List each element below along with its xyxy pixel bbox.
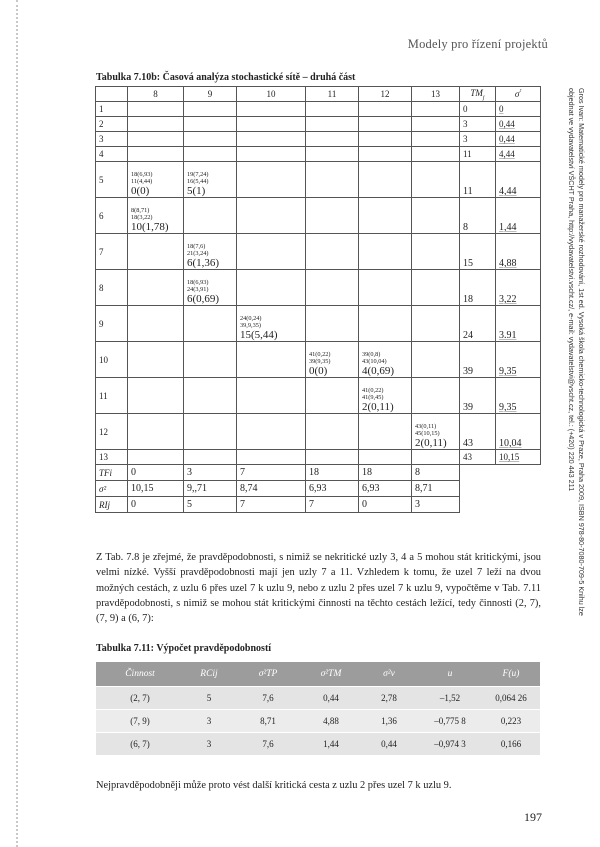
table-cell (184, 270, 237, 306)
footer-row (96, 481, 541, 497)
sigma-value: 0,44 (496, 132, 541, 147)
footer-empty (496, 497, 541, 513)
cell-value: 2(0,11) (415, 437, 447, 449)
table-cell (184, 342, 237, 378)
table-cell (359, 147, 412, 162)
header-col-13: 13 (412, 87, 460, 102)
sigma-value: 4,44 (496, 147, 541, 162)
table2-cell: –1,52 (418, 687, 482, 710)
cell-upper: 24(0,24) (240, 315, 262, 322)
tm-value: 39 (460, 378, 496, 414)
row-label: 12 (96, 414, 128, 450)
table-cell (237, 234, 306, 270)
table-cell (412, 102, 460, 117)
table-cell (128, 414, 184, 450)
table2-cell: 4,88 (302, 710, 360, 733)
footer-value: 8,71 (412, 481, 460, 497)
table2-cell: (2, 7) (96, 687, 184, 710)
table-cell (237, 270, 306, 306)
table-cell (237, 414, 306, 450)
header-col-12: 12 (359, 87, 412, 102)
cell-upper: 8(8,71) (131, 207, 150, 214)
table2-cell: 0,064 26 (482, 687, 540, 710)
footer-value: 7 (237, 465, 306, 481)
header-sigma: $\sigma^{^2}$ (496, 87, 541, 102)
table2-header-cell: σ²v (360, 662, 418, 687)
cell-upper: 19(7,24) (187, 171, 209, 178)
table-cell (237, 132, 306, 147)
row-label: 7 (96, 234, 128, 270)
table-row (96, 378, 541, 414)
table-cell (359, 234, 412, 270)
table-cell (184, 102, 237, 117)
table-cell (359, 342, 412, 378)
table2-header-cell: σ²TP (234, 662, 302, 687)
table-cell (306, 117, 359, 132)
tm-value: 3 (460, 132, 496, 147)
footer-empty (496, 481, 541, 497)
table-cell (412, 270, 460, 306)
table-cell (237, 147, 306, 162)
table-row (96, 234, 541, 270)
running-header: Modely pro řízení projektů (407, 37, 548, 51)
cell-middle: 11(4,44) (131, 178, 153, 185)
table-cell (412, 306, 460, 342)
cell-middle: 18(3,22) (131, 214, 153, 221)
table-cell (359, 102, 412, 117)
table-cell (306, 450, 359, 465)
footer-value: 3 (412, 497, 460, 513)
table-cell (412, 414, 460, 450)
row-label: 5 (96, 162, 128, 198)
table-cell (237, 450, 306, 465)
cell-value: 4(0,69) (362, 365, 395, 377)
time-analysis-table (95, 86, 541, 513)
table-cell (412, 450, 460, 465)
cell-upper: 18(7,6) (187, 243, 206, 250)
table-cell (184, 378, 237, 414)
footer-value: 3 (184, 465, 237, 481)
table-cell (412, 342, 460, 378)
tm-value: 39 (460, 342, 496, 378)
table-row (96, 414, 541, 450)
cell-value: 2(0,11) (362, 401, 394, 413)
cell-middle: 39,9,35) (240, 322, 261, 329)
sigma-value: 9,35 (496, 378, 541, 414)
table-row (96, 162, 541, 198)
sigma-value: 10,15 (496, 450, 541, 465)
table-cell (306, 270, 359, 306)
row-label: 6 (96, 198, 128, 234)
table2-cell: 0,44 (360, 733, 418, 756)
body-paragraph: Z Tab. 7.8 je zřejmé, že pravděpodobnosti, s nimiž se nekritické uzly 3, 4 a 5 mohou stát kritickými, jsou velmi nízké. Vyšší pravděpodobnosti mají jen uzly 7 a 11. Vzhledem k tomu, že uzel 7 leží na dvou možných cestách, z uzlu 6 přes uzel 7 k uzlu 9, nebo z uzlu 2 přes uzel 7 k uzlu 9, vypočtěme v Tab. 7.11 pravděpodobnosti, s nimiž se mohou stát kritickými činnosti na těchto cestách ležící, tedy činnosti (2, 7), (7, 9) a (6, 7): (96, 552, 541, 625)
header-tm: $TM_j$ (460, 87, 496, 102)
table1-caption: Tabulka 7.10b: Časová analýza stochastické sítě – druhá část (96, 72, 356, 83)
cell-upper: 43(0,11) (415, 423, 437, 430)
cell-middle: 43(10,04) (362, 358, 387, 365)
row-label: 9 (96, 306, 128, 342)
sigma-value: 0,44 (496, 117, 541, 132)
cell-middle: 39(9,35) (309, 358, 331, 365)
table2-header-cell: Činnost (96, 662, 184, 687)
sigma-value: 3.91 (496, 306, 541, 342)
table2-cell: 1,36 (360, 710, 418, 733)
table-row (96, 132, 541, 147)
footer-value: 10,15 (128, 481, 184, 497)
table-cell (306, 162, 359, 198)
cell-middle: 16(5,44) (187, 178, 209, 185)
sigma-value: 9,35 (496, 342, 541, 378)
table2-cell: –0,974 3 (418, 733, 482, 756)
table-cell (237, 198, 306, 234)
table2-cell: 8,71 (234, 710, 302, 733)
row-label: 10 (96, 342, 128, 378)
cell-value: 10(1,78) (131, 221, 169, 233)
table-cell (237, 162, 306, 198)
footer-value: 18 (359, 465, 412, 481)
table-cell (184, 450, 237, 465)
footer-empty (460, 481, 496, 497)
footer-label: TFi (96, 465, 128, 481)
tm-value: 3 (460, 117, 496, 132)
footer-value: 7 (306, 497, 359, 513)
cell-value: 6(1,36) (187, 257, 220, 269)
page-number: 197 (524, 810, 542, 824)
cell-value: 15(5,44) (240, 329, 278, 341)
footer-value: 8,74 (237, 481, 306, 497)
table2-cell: 0,166 (482, 733, 540, 756)
sigma-value: 4,88 (496, 234, 541, 270)
row-label: 3 (96, 132, 128, 147)
cell-middle: 24(3,91) (187, 286, 209, 293)
table-cell (412, 162, 460, 198)
footer-value: 7 (237, 497, 306, 513)
table-cell (306, 102, 359, 117)
margin-dotted-line (16, 0, 18, 847)
cell-value: 6(0,69) (187, 293, 220, 305)
footer-value: 0 (128, 497, 184, 513)
table-cell (184, 162, 237, 198)
table-cell (128, 342, 184, 378)
row-label: 4 (96, 147, 128, 162)
footer-value: 0 (128, 465, 184, 481)
table-cell (306, 414, 359, 450)
sigma-value: 3,22 (496, 270, 541, 306)
cell-value: 0(0) (309, 365, 328, 377)
table-cell (128, 147, 184, 162)
table-cell (128, 378, 184, 414)
header-col-10: 10 (237, 87, 306, 102)
conclusion-text: Nejpravděpodobněji může proto vést další kritická cesta z uzlu 2 přes uzel 7 k uzlu 9. (96, 780, 452, 791)
table-cell (184, 147, 237, 162)
table-cell (237, 378, 306, 414)
footer-empty (460, 497, 496, 513)
table-cell (128, 162, 184, 198)
tm-value: 43 (460, 414, 496, 450)
table2-row (96, 687, 540, 710)
table-cell (128, 102, 184, 117)
footer-value: 6,93 (359, 481, 412, 497)
table-cell (412, 198, 460, 234)
table2-cell: 7,6 (234, 687, 302, 710)
table2-cell: –0,775 8 (418, 710, 482, 733)
table2-header-cell: σ²TM (302, 662, 360, 687)
sigma-value: 10,04 (496, 414, 541, 450)
cell-upper: 41(0,22) (309, 351, 331, 358)
tm-value: 8 (460, 198, 496, 234)
table-cell (237, 102, 306, 117)
header-corner (96, 87, 128, 102)
cell-middle: 41(9,45) (362, 394, 384, 401)
table-cell (306, 198, 359, 234)
table-cell (412, 117, 460, 132)
table-cell (359, 132, 412, 147)
footer-label: RIj (96, 497, 128, 513)
tm-value: 0 (460, 102, 496, 117)
cell-value: 5(1) (187, 185, 206, 197)
cell-upper: 39(0,8) (362, 351, 381, 358)
tm-value: 24 (460, 306, 496, 342)
probability-table (96, 662, 540, 756)
row-label: 1 (96, 102, 128, 117)
table-cell (412, 234, 460, 270)
side-copyright-note: Gros Ivan: Matematické modely pro manažerské rozhodování, 1st ed. Vysoká škola chemicko-technologická v Praze, Praha 2009, ISBN 978-80-7080-709-5 Knihu lze objednat ve vydavatelství VŠCHT Praha, http://vydavatelstvi.vscht.cz/, e-mail: vydavatelstvi@vscht.cz, tel.: (+420) 220 443 211 (567, 88, 586, 616)
table-row (96, 450, 541, 465)
table-cell (412, 132, 460, 147)
table-row (96, 102, 541, 117)
table-cell (237, 342, 306, 378)
footer-value: 18 (306, 465, 359, 481)
row-label: 13 (96, 450, 128, 465)
table-row (96, 198, 541, 234)
table2-row (96, 733, 540, 756)
row-label: 2 (96, 117, 128, 132)
table2-cell: 3 (184, 733, 234, 756)
sigma-value: 0 (496, 102, 541, 117)
footer-label: σ² (96, 481, 128, 497)
table2-cell: 2,78 (360, 687, 418, 710)
footer-empty (460, 465, 496, 481)
table-cell (306, 306, 359, 342)
table-cell (359, 414, 412, 450)
table-row (96, 147, 541, 162)
table-cell (184, 132, 237, 147)
table2-cell: (6, 7) (96, 733, 184, 756)
table1-header-row (96, 87, 541, 102)
table-cell (184, 414, 237, 450)
cell-upper: 18(6,93) (131, 171, 153, 178)
table2-caption: Tabulka 7.11: Výpočet pravděpodobností (96, 643, 272, 654)
table-cell (128, 234, 184, 270)
table-cell (128, 270, 184, 306)
table-cell (359, 450, 412, 465)
table2-cell: 0,223 (482, 710, 540, 733)
footer-row (96, 497, 541, 513)
table-cell (359, 306, 412, 342)
table2-cell: (7, 9) (96, 710, 184, 733)
table-row (96, 270, 541, 306)
table-cell (184, 198, 237, 234)
tm-value: 11 (460, 147, 496, 162)
table-cell (306, 132, 359, 147)
tm-value: 43 (460, 450, 496, 465)
footer-value: 9,,71 (184, 481, 237, 497)
sigma-value: 1,44 (496, 198, 541, 234)
footer-empty (496, 465, 541, 481)
footer-value: 8 (412, 465, 460, 481)
table-cell (359, 378, 412, 414)
table2-cell: 7,6 (234, 733, 302, 756)
table-cell (359, 117, 412, 132)
cell-upper: 18(6,93) (187, 279, 209, 286)
header-col-11: 11 (306, 87, 359, 102)
row-label: 8 (96, 270, 128, 306)
tm-value: 18 (460, 270, 496, 306)
table-cell (306, 342, 359, 378)
table-cell (128, 117, 184, 132)
table2-row (96, 710, 540, 733)
header-col-8: 8 (128, 87, 184, 102)
table-cell (128, 198, 184, 234)
footer-value: 5 (184, 497, 237, 513)
footer-value: 0 (359, 497, 412, 513)
table-cell (128, 132, 184, 147)
table-row (96, 306, 541, 342)
cell-middle: 45(10,15) (415, 430, 440, 437)
row-label: 11 (96, 378, 128, 414)
table-cell (306, 147, 359, 162)
table-cell (128, 450, 184, 465)
table2-cell: 3 (184, 710, 234, 733)
tm-value: 11 (460, 162, 496, 198)
sigma-value: 4,44 (496, 162, 541, 198)
cell-upper: 41(0,22) (362, 387, 384, 394)
table2-header-cell: RCij (184, 662, 234, 687)
footer-value: 6,93 (306, 481, 359, 497)
table-cell (412, 147, 460, 162)
table-cell (184, 306, 237, 342)
table-cell (128, 306, 184, 342)
table2-cell: 1,44 (302, 733, 360, 756)
table-cell (237, 117, 306, 132)
table2-header-cell: u (418, 662, 482, 687)
table-row (96, 117, 541, 132)
table2-header-cell: F(u) (482, 662, 540, 687)
table-cell (359, 270, 412, 306)
cell-value: 0(0) (131, 185, 150, 197)
cell-middle: 21(3,24) (187, 250, 209, 257)
table-cell (306, 234, 359, 270)
table2-header-row (96, 662, 540, 687)
table-cell (184, 117, 237, 132)
table-cell (237, 306, 306, 342)
footer-row (96, 465, 541, 481)
table-cell (306, 378, 359, 414)
table2-cell: 5 (184, 687, 234, 710)
header-col-9: 9 (184, 87, 237, 102)
table-cell (412, 378, 460, 414)
tm-value: 15 (460, 234, 496, 270)
table-cell (359, 162, 412, 198)
table2-cell: 0,44 (302, 687, 360, 710)
table-cell (359, 198, 412, 234)
table-cell (184, 234, 237, 270)
table-row (96, 342, 541, 378)
